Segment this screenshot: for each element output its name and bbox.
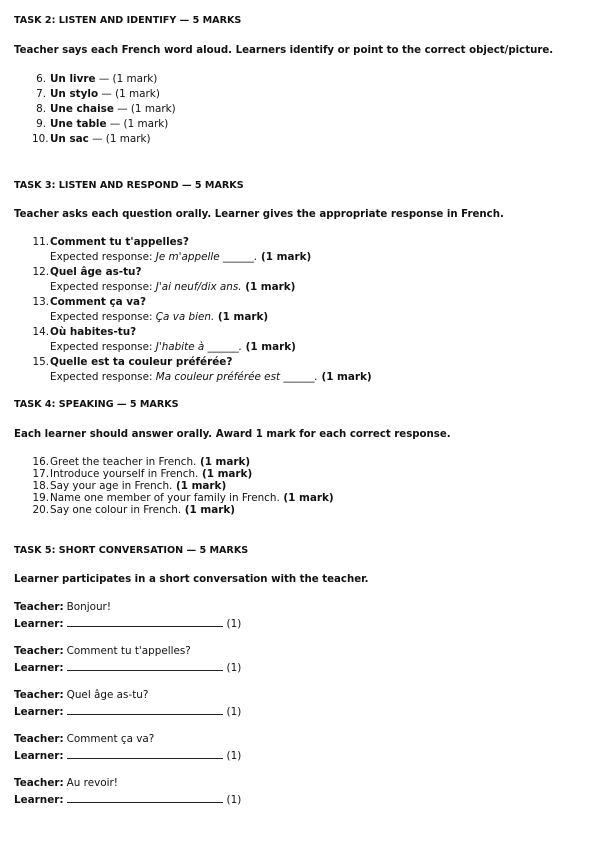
task3-question — [32, 327, 136, 338]
response-mark: (1 mark) — [242, 341, 296, 353]
question-text: Où habites-tu? — [50, 326, 137, 338]
answer-blank — [67, 793, 223, 803]
teacher-label: Teacher: — [14, 777, 64, 789]
response-mark: (1 mark) — [317, 371, 372, 383]
learner-label: Learner: — [14, 618, 64, 630]
item-mark: (1 mark) — [279, 492, 334, 504]
teacher-line — [14, 646, 191, 657]
item-number: 13. — [32, 296, 49, 308]
task2-item — [32, 104, 176, 115]
item-number: 6. — [36, 73, 46, 85]
item-number: 19. — [32, 492, 49, 504]
item-term: Un livre — [50, 73, 96, 85]
response-answer: J'ai neuf/dix ans. — [155, 281, 242, 293]
response-mark: (1 mark) — [257, 251, 312, 263]
teacher-text: Au revoir! — [66, 777, 118, 789]
item-text: Introduce yourself in French. — [50, 468, 199, 480]
response-answer: Ma couleur préférée est ______. — [155, 371, 318, 383]
item-mark: — (1 mark) — [106, 118, 169, 130]
item-mark: (1 mark) — [181, 504, 235, 516]
teacher-line — [14, 690, 148, 701]
task4-item — [32, 457, 250, 468]
task2-item — [32, 74, 157, 85]
learner-line — [14, 705, 241, 718]
task3-heading: TASK 3: LISTEN AND RESPOND — 5 MARKS — [14, 180, 244, 191]
item-number: 20. — [32, 504, 49, 516]
item-mark: — (1 mark) — [88, 133, 151, 145]
task4-item — [32, 469, 252, 480]
teacher-line — [14, 734, 154, 745]
item-number: 7. — [36, 88, 46, 100]
item-number: 18. — [32, 480, 49, 492]
item-number: 10. — [32, 133, 49, 145]
answer-blank — [67, 661, 223, 671]
learner-label: Learner: — [14, 794, 64, 806]
teacher-label: Teacher: — [14, 733, 64, 745]
response-mark: (1 mark) — [241, 281, 296, 293]
item-number: 9. — [36, 118, 46, 130]
item-term: Une chaise — [50, 103, 114, 115]
task5-instruction: Learner participates in a short conversation with the teacher. — [14, 574, 369, 585]
item-number: 14. — [32, 326, 49, 338]
answer-mark: (1) — [226, 706, 242, 718]
response-prefix: Expected response: — [50, 281, 156, 293]
task3-question — [32, 237, 189, 248]
task3-expected-response — [50, 372, 372, 383]
item-text: Say one colour in French. — [50, 504, 182, 516]
response-prefix: Expected response: — [50, 311, 156, 323]
task2-heading: TASK 2: LISTEN AND IDENTIFY — 5 MARKS — [14, 15, 242, 26]
item-mark: (1 mark) — [196, 456, 251, 468]
question-text: Comment tu t'appelles? — [50, 236, 189, 248]
task3-question — [32, 267, 141, 278]
teacher-text: Quel âge as-tu? — [66, 689, 149, 701]
task2-item — [32, 119, 168, 130]
answer-blank — [67, 705, 223, 715]
task2-instruction: Teacher says each French word aloud. Learners identify or point to the correct object/picture. — [14, 45, 554, 56]
response-answer: Je m'appelle ______. — [155, 251, 258, 263]
answer-mark: (1) — [226, 750, 242, 762]
task3-question — [32, 357, 232, 368]
item-mark: — (1 mark) — [98, 88, 160, 100]
question-text: Quel âge as-tu? — [50, 266, 142, 278]
learner-label: Learner: — [14, 706, 64, 718]
answer-blank — [67, 749, 223, 759]
task4-item — [32, 505, 235, 516]
item-mark: (1 mark) — [172, 480, 227, 492]
response-mark: (1 mark) — [214, 311, 269, 323]
item-term: Une table — [50, 118, 107, 130]
task3-instruction: Teacher asks each question orally. Learner gives the appropriate response in French. — [14, 209, 504, 220]
item-number: 15. — [32, 356, 49, 368]
task5-heading: TASK 5: SHORT CONVERSATION — 5 MARKS — [14, 545, 249, 556]
learner-line — [14, 793, 241, 806]
learner-line — [14, 617, 241, 630]
item-text: Greet the teacher in French. — [50, 456, 197, 468]
teacher-line — [14, 778, 118, 789]
learner-label: Learner: — [14, 662, 64, 674]
learner-line — [14, 749, 241, 762]
task4-heading: TASK 4: SPEAKING — 5 MARKS — [14, 399, 179, 410]
task3-expected-response — [50, 342, 296, 353]
task3-expected-response — [50, 252, 311, 263]
item-mark: (1 mark) — [198, 468, 253, 480]
response-prefix: Expected response: — [50, 371, 156, 383]
teacher-text: Comment tu t'appelles? — [66, 645, 191, 657]
task2-item — [32, 134, 151, 145]
question-text: Comment ça va? — [50, 296, 147, 308]
item-number: 12. — [32, 266, 49, 278]
item-text: Say your age in French. — [50, 480, 173, 492]
task4-item — [32, 493, 334, 504]
teacher-label: Teacher: — [14, 645, 64, 657]
item-mark: — (1 mark) — [95, 73, 158, 85]
item-number: 11. — [32, 236, 49, 248]
teacher-text: Bonjour! — [66, 601, 111, 613]
item-term: Un sac — [50, 133, 89, 145]
task3-expected-response — [50, 282, 295, 293]
teacher-label: Teacher: — [14, 689, 64, 701]
teacher-line — [14, 602, 111, 613]
item-number: 17. — [32, 468, 49, 480]
question-text: Quelle est ta couleur préférée? — [50, 356, 233, 368]
item-number: 8. — [36, 103, 46, 115]
response-prefix: Expected response: — [50, 251, 156, 263]
item-mark: — (1 mark) — [113, 103, 176, 115]
learner-label: Learner: — [14, 750, 64, 762]
answer-mark: (1) — [226, 794, 242, 806]
task3-expected-response — [50, 312, 268, 323]
response-answer: J'habite à ______. — [155, 341, 243, 353]
response-answer: Ça va bien. — [155, 311, 215, 323]
teacher-label: Teacher: — [14, 601, 64, 613]
answer-mark: (1) — [226, 618, 242, 630]
task4-instruction: Each learner should answer orally. Award 1 mark for each correct response. — [14, 429, 451, 440]
item-number: 16. — [32, 456, 49, 468]
task2-item — [32, 89, 160, 100]
item-text: Name one member of your family in French. — [50, 492, 280, 504]
answer-blank — [67, 617, 223, 627]
teacher-text: Comment ça va? — [66, 733, 155, 745]
task4-item — [32, 481, 226, 492]
task3-question — [32, 297, 146, 308]
response-prefix: Expected response: — [50, 341, 156, 353]
learner-line — [14, 661, 241, 674]
answer-mark: (1) — [226, 662, 242, 674]
item-term: Un stylo — [50, 88, 99, 100]
